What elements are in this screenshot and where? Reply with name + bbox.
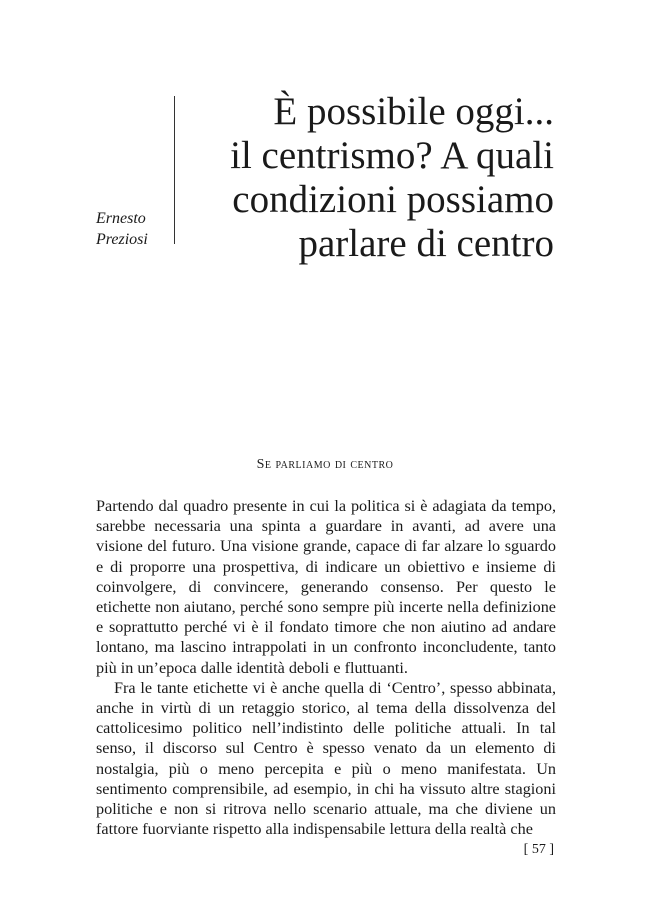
page-number: [ 57 ] — [523, 842, 554, 857]
title-line: il centrismo? A quali — [230, 134, 554, 177]
title-line: È possibile oggi... — [273, 90, 554, 133]
section-heading: Se parliamo di centro — [256, 457, 394, 472]
author-last-name: Preziosi — [96, 231, 148, 248]
paragraph: Partendo dal quadro presente in cui la politica si è adagiata da tempo, sarebbe necessaria una spinta a guardare in avanti, ad avere una visione del futuro. Una visione grande, capace di far alzare lo sguardo e di proporre una prospettiva, di indicare un obiettivo e insieme di coinvolgere, di convincere, generando consenso. Per questo le etichette non aiutano, perché sono sempre più incerte nella definizione e soprattutto perché vi è il fondato timore che non aiutino ad andare lontano, ma lascino intrappolati in un confronto inconcludente, tanto più in un’epoca dalle identità deboli e fluttuanti. — [96, 497, 556, 677]
paragraph: Fra le tante etichette vi è anche quella di ‘Centro’, spesso abbinata, anche in virtù di un retaggio storico, al tema della dissolvenza del cattolicesimo politico nell’indistinto delle politiche attuali. In tal senso, il discorso sul Centro è spesso venato da un elemento di nostalgia, più o meno percepita e più o meno manifestata. Un sentimento comprensibile, ad esempio, in chi ha vissuto altre stagioni politiche e non si ritrova nello scenario attuale, ma che diviene un fattore fuorviante rispetto alla indispensabile lettura della realtà che — [96, 678, 556, 839]
title-line: parlare di centro — [298, 222, 554, 265]
author-name — [96, 208, 148, 250]
title-line: condizioni possiamo — [232, 178, 554, 221]
author-first-name: Ernesto — [96, 210, 146, 227]
page-title — [154, 90, 554, 266]
body-text — [96, 496, 556, 839]
